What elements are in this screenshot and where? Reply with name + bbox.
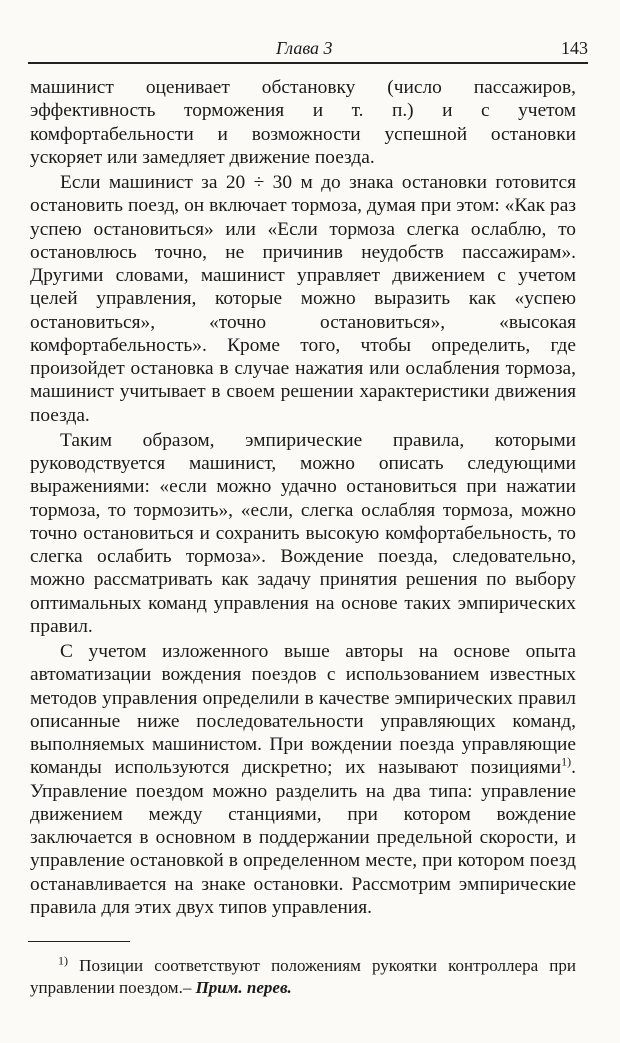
body-text (30, 76, 576, 919)
running-header (28, 38, 588, 64)
footnote-reference[interactable]: 1) (561, 754, 572, 769)
chapter-title: Глава 3 (276, 38, 333, 58)
footnote (30, 955, 576, 999)
paragraph-2: Если машинист за 20 ÷ 30 м до знака остановки готовится остановить поезд, он включает тормоза, думая при этом: «Как раз успею остановиться» или «Если тормоза слегка ослаблю, то остановлюсь точно, не причинив неудобств пассажирам». Другими словами, машинист управляет движением с учетом целей управления, которые можно выразить как «успею остановиться», «точно остановиться», «высокая комфортабельность». Кроме того, чтобы определить, где произойдет остановка в случае нажатия или ослабления тормоза, машинист учитывает в своем решении характеристики движения поезда. (30, 172, 576, 426)
paragraph-4-part-2: . Управление поездом можно разделить на два типа: управление движением между станциями, при котором вождение заключается в основном в поддержании предельной скорости, и управление остановкой в определенном месте, при котором поезд останавливается на знаке остановки. Рассмотрим эмпирические правила для этих двух типов управления. (30, 757, 576, 918)
translator-note: Прим. перев. (195, 978, 292, 997)
page-number: 143 (561, 38, 588, 58)
paragraph-3: Таким образом, эмпирические правила, которыми руководствуется машинист, можно описать следующими выражениями: «если можно удачно остановиться при нажатии тормоза, то тормозить», «если, слегка ослабляя тормоза, можно точно остановиться и сохранить высокую комфортабельность, то слегка ослабить тормоза». Вождение поезда, следовательно, можно рассматривать как задачу принятия решения по выбору оптимальных команд управления на основе таких эмпирических правил. (30, 429, 576, 637)
paragraph-4 (30, 640, 576, 919)
footnote-mark: 1) (58, 953, 68, 968)
footnote-text: Позиции соответствуют положениям рукоятки контроллера при управлении поездом.– (30, 956, 576, 997)
paragraph-1: машинист оценивает обстановку (число пассажиров, эффективность торможения и т. п.) и с учетом комфортабельности и возможности успешной остановки ускоряет или замедляет движение поезда. (30, 77, 576, 168)
paragraph-4-part-1: С учетом изложенного выше авторы на основе опыта автоматизации вождения поездов с использованием известных методов управления определили в качестве эмпирических правил описанные ниже последовательности управляющих команд, выполняемых машинистом. При вождении поезда управляющие команды используются дискретно; их называют позициями (30, 641, 576, 779)
footnote-divider (28, 941, 130, 942)
